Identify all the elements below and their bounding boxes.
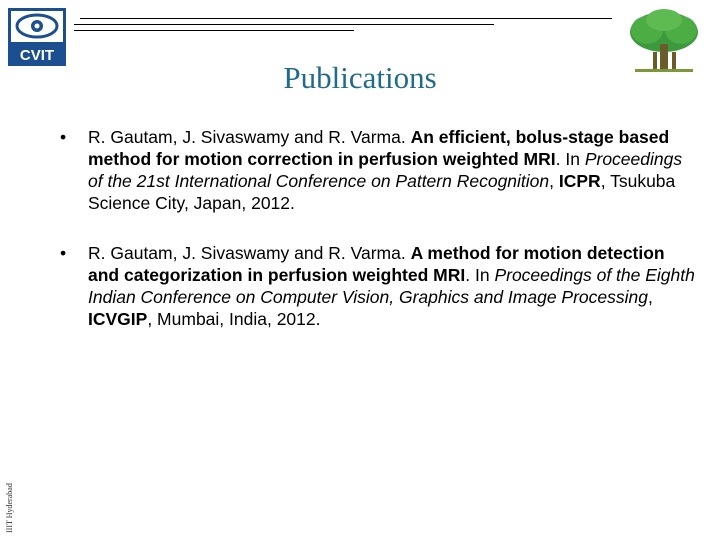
pub-sep: , (549, 171, 559, 191)
pub-venue: Proceedings of the Eighth Indian Conference on Computer Vision, Graphics and Image Processing (88, 265, 695, 307)
pub-authors: R. Gautam, J. Sivaswamy and R. Varma. (88, 127, 411, 147)
pub-sep: . In (555, 149, 585, 169)
side-label: IIIT Hyderabad (5, 483, 14, 533)
bullet: • (60, 127, 67, 147)
publication-item (60, 126, 700, 214)
publication-list (60, 126, 700, 358)
pub-sep: . In (465, 265, 495, 285)
pub-venue: Proceedings of the 21st International Conference on Pattern Recognition (88, 149, 683, 191)
pub-location: , Tsukuba Science City, Japan, 2012. (88, 171, 676, 213)
pub-authors: R. Gautam, J. Sivaswamy and R. Varma. (88, 243, 411, 263)
pub-sep: , (648, 287, 653, 307)
publication-item (60, 242, 700, 330)
cvit-logo (8, 8, 66, 66)
pub-title: A method for motion detection and categorization in perfusion weighted MRI (88, 243, 665, 285)
page-title: Publications (283, 60, 437, 95)
header-rule-3 (74, 30, 354, 31)
pub-title: An efficient, bolus-stage based method for motion correction in perfusion weighted MRI (88, 127, 670, 169)
pub-abbr: ICVGIP (88, 309, 148, 329)
logo-text: CVIT (19, 47, 55, 64)
header-rule-1 (80, 18, 612, 19)
pub-abbr: ICPR (558, 171, 601, 191)
pub-location: , Mumbai, India, 2012. (147, 309, 321, 329)
bullet: • (60, 243, 67, 263)
header-rule-2 (74, 24, 494, 25)
